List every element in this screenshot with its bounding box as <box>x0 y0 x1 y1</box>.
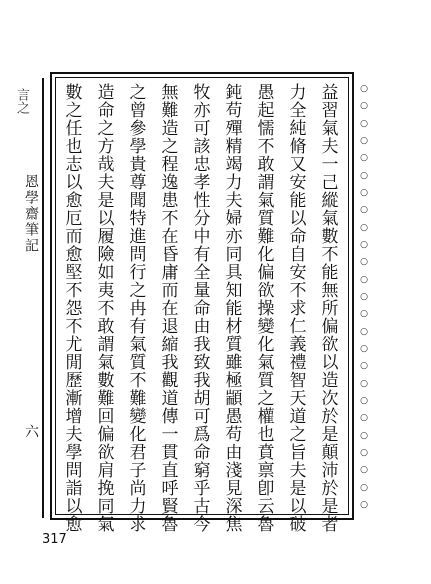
text-character: 賢 <box>161 497 179 517</box>
text-character: 學 <box>129 137 147 157</box>
text-character: 古 <box>193 497 211 517</box>
text-character: 回 <box>97 407 115 427</box>
text-character: 學 <box>65 443 83 463</box>
punctuation-circle-icon: ○ <box>360 170 368 181</box>
text-character: 安 <box>289 173 307 193</box>
text-character: 欲 <box>321 335 339 355</box>
text-character: 禮 <box>289 353 307 373</box>
text-character: 愈 <box>65 191 83 211</box>
punctuation-circle-icon: ○ <box>360 326 368 337</box>
text-character: 氣 <box>321 209 339 229</box>
punctuation-circle-icon: ○ <box>360 447 368 458</box>
text-character: 能 <box>289 191 307 211</box>
text-character: 變 <box>257 317 275 337</box>
punctuation-circle-icon: ○ <box>360 118 368 129</box>
text-character: 退 <box>161 317 179 337</box>
text-character: 氣 <box>97 353 115 373</box>
text-character: 極 <box>225 371 243 391</box>
text-character: 我 <box>193 371 211 391</box>
text-character: 肩 <box>97 461 115 481</box>
text-character: 材 <box>225 317 243 337</box>
text-character: 堅 <box>65 263 83 283</box>
text-character: 敢 <box>97 317 115 337</box>
text-character: 難 <box>161 101 179 121</box>
margin-note-text: 言之 <box>14 88 29 114</box>
text-character: 偏 <box>321 317 339 337</box>
punctuation-circle-icon: ○ <box>360 291 368 302</box>
text-character: 是 <box>97 191 115 211</box>
text-character: 能 <box>225 299 243 319</box>
text-character: 方 <box>97 137 115 157</box>
text-character: 具 <box>225 263 243 283</box>
text-character: 昏 <box>161 245 179 265</box>
text-character: 觀 <box>161 371 179 391</box>
text-columns <box>62 83 342 535</box>
text-character: 欲 <box>257 281 275 301</box>
text-character: 懦 <box>257 119 275 139</box>
text-character: 全 <box>289 101 307 121</box>
text-character: 以 <box>289 209 307 229</box>
text-character: 窮 <box>193 461 211 481</box>
text-character: 歷 <box>65 371 83 391</box>
punctuation-circle-icon: ○ <box>360 378 368 389</box>
text-character: 精 <box>225 137 243 157</box>
text-character: 患 <box>161 191 179 211</box>
punctuation-circle-icon: ○ <box>360 274 368 285</box>
text-character: 我 <box>193 335 211 355</box>
text-character: 之 <box>65 101 83 121</box>
text-character: 量 <box>193 281 211 301</box>
text-character: 是 <box>289 479 307 499</box>
punctuation-circle-icon: ○ <box>360 465 368 476</box>
page-number: 317 <box>42 532 67 547</box>
text-character: 履 <box>97 227 115 247</box>
text-character: 氣 <box>257 191 275 211</box>
text-character: 同 <box>97 497 115 517</box>
text-character: 魯 <box>257 515 275 535</box>
text-character: 苟 <box>225 101 243 121</box>
text-character: 無 <box>321 281 339 301</box>
text-character: 挽 <box>97 479 115 499</box>
text-character: 之 <box>97 119 115 139</box>
text-character: 之 <box>289 425 307 445</box>
text-character: 而 <box>161 281 179 301</box>
text-column <box>62 83 86 535</box>
text-character: 可 <box>193 119 211 139</box>
text-character: 者 <box>321 515 339 535</box>
text-character: 難 <box>257 227 275 247</box>
text-character: 仁 <box>289 317 307 337</box>
text-character: 怨 <box>65 299 83 319</box>
text-character: 顛 <box>321 443 339 463</box>
text-character: 造 <box>161 119 179 139</box>
text-character: 不 <box>65 317 83 337</box>
text-character: 婦 <box>225 209 243 229</box>
text-character: 謂 <box>97 335 115 355</box>
text-character: 如 <box>97 263 115 283</box>
text-character: 化 <box>129 425 147 445</box>
text-character: 有 <box>129 317 147 337</box>
text-character: 之 <box>161 137 179 157</box>
text-character: 亦 <box>193 101 211 121</box>
punctuation-circle-icon: ○ <box>360 361 368 372</box>
text-character: 是 <box>321 425 339 445</box>
text-character: 直 <box>161 461 179 481</box>
text-character: 化 <box>257 245 275 265</box>
text-character: 魯 <box>161 515 179 535</box>
punctuation-circle-icon: ○ <box>360 499 368 510</box>
text-character: 厄 <box>65 209 83 229</box>
text-character: 氣 <box>257 353 275 373</box>
text-character: 也 <box>257 425 275 445</box>
text-character: 禀 <box>257 461 275 481</box>
text-character: 以 <box>321 353 339 373</box>
text-character: 詣 <box>65 479 83 499</box>
punctuation-circle-icon: ○ <box>360 222 368 233</box>
text-character: 難 <box>129 389 147 409</box>
text-character: 賁 <box>257 443 275 463</box>
text-character: 起 <box>257 101 275 121</box>
text-character: 哉 <box>97 155 115 175</box>
text-character: 氣 <box>97 515 115 535</box>
text-character: 造 <box>97 83 115 103</box>
text-character: 閒 <box>65 353 83 373</box>
text-character: 是 <box>321 497 339 517</box>
text-character: 特 <box>129 209 147 229</box>
text-character: 質 <box>225 335 243 355</box>
punctuation-circle-icon: ○ <box>360 430 368 441</box>
text-character: 以 <box>65 173 83 193</box>
text-column <box>158 83 182 535</box>
punctuation-circle-icon: ○ <box>360 135 368 146</box>
text-character: 牧 <box>193 83 211 103</box>
punctuation-circle-icon: ○ <box>360 343 368 354</box>
text-character: 於 <box>321 407 339 427</box>
text-character: 愚 <box>257 83 275 103</box>
text-character: 今 <box>193 515 211 535</box>
text-column <box>318 83 342 535</box>
text-character: 全 <box>193 263 211 283</box>
text-character: 夫 <box>225 191 243 211</box>
text-character: 數 <box>65 83 83 103</box>
text-character: 愚 <box>225 407 243 427</box>
binding-margin-line <box>42 78 44 518</box>
text-character: 致 <box>193 353 211 373</box>
text-character: 之 <box>257 389 275 409</box>
text-character: 權 <box>257 407 275 427</box>
text-character: 夫 <box>65 425 83 445</box>
text-character: 雖 <box>225 353 243 373</box>
text-character: 孝 <box>193 173 211 193</box>
text-character: 也 <box>65 137 83 157</box>
text-character: 我 <box>161 353 179 373</box>
text-character: 聞 <box>129 191 147 211</box>
text-character: 苟 <box>225 425 243 445</box>
text-column <box>222 83 246 535</box>
text-character: 忠 <box>193 155 211 175</box>
text-character: 參 <box>129 119 147 139</box>
text-column <box>254 83 278 535</box>
text-character: 竭 <box>225 155 243 175</box>
text-character: 冉 <box>129 299 147 319</box>
text-character: 義 <box>289 335 307 355</box>
punctuation-circle-icon: ○ <box>360 309 368 320</box>
text-character: 操 <box>257 299 275 319</box>
text-character: 破 <box>289 515 307 535</box>
text-character: 一 <box>321 155 339 175</box>
text-character: 己 <box>321 173 339 193</box>
text-character: 氣 <box>321 119 339 139</box>
text-character: 顓 <box>225 389 243 409</box>
text-character: 逸 <box>161 173 179 193</box>
punctuation-circle-icon: ○ <box>360 413 368 424</box>
text-character: 安 <box>289 263 307 283</box>
text-character: 由 <box>193 317 211 337</box>
text-character: 求 <box>289 299 307 319</box>
text-character: 偏 <box>257 263 275 283</box>
text-character: 命 <box>193 299 211 319</box>
text-character: 庸 <box>161 263 179 283</box>
text-character: 智 <box>289 371 307 391</box>
text-character: 自 <box>289 245 307 265</box>
text-character: 次 <box>321 389 339 409</box>
text-character: 夷 <box>97 281 115 301</box>
text-column <box>190 83 214 535</box>
text-character: 能 <box>321 263 339 283</box>
text-character: 化 <box>257 335 275 355</box>
text-character: 不 <box>65 281 83 301</box>
text-character: 不 <box>321 245 339 265</box>
text-character: 行 <box>129 263 147 283</box>
text-character: 之 <box>129 281 147 301</box>
text-character: 道 <box>289 407 307 427</box>
text-character: 命 <box>97 101 115 121</box>
punctuation-circle-icon: ○ <box>360 257 368 268</box>
text-character: 胡 <box>193 389 211 409</box>
text-character: 偏 <box>97 425 115 445</box>
text-character: 習 <box>321 101 339 121</box>
text-character: 乎 <box>193 479 211 499</box>
text-character: 之 <box>129 83 147 103</box>
text-character: 命 <box>193 443 211 463</box>
text-character: 愈 <box>65 515 83 535</box>
text-character: 呼 <box>161 479 179 499</box>
text-character: 數 <box>321 227 339 247</box>
text-character: 一 <box>161 425 179 445</box>
text-character: 所 <box>321 299 339 319</box>
text-character: 不 <box>289 281 307 301</box>
text-character: 求 <box>129 515 147 535</box>
text-character: 欲 <box>97 443 115 463</box>
text-character: 命 <box>289 227 307 247</box>
text-character: 淺 <box>225 461 243 481</box>
text-character: 任 <box>65 119 83 139</box>
text-character: 謂 <box>257 173 275 193</box>
column-punctuation-marks <box>358 84 370 510</box>
text-column <box>94 83 118 535</box>
text-character: 道 <box>161 389 179 409</box>
punctuation-circle-icon: ○ <box>360 482 368 493</box>
text-column <box>286 83 310 535</box>
text-character: 旨 <box>289 443 307 463</box>
punctuation-circle-icon: ○ <box>360 84 368 94</box>
punctuation-circle-icon: ○ <box>360 153 368 164</box>
text-character: 沛 <box>321 461 339 481</box>
text-character: 險 <box>97 245 115 265</box>
text-character: 君 <box>129 443 147 463</box>
text-character: 問 <box>129 245 147 265</box>
text-character: 同 <box>225 245 243 265</box>
text-character: 不 <box>97 299 115 319</box>
text-character: 鈍 <box>225 83 243 103</box>
text-character: 增 <box>65 407 83 427</box>
text-character: 愈 <box>65 245 83 265</box>
text-character: 夫 <box>289 461 307 481</box>
text-character: 曾 <box>129 101 147 121</box>
text-character: 純 <box>289 119 307 139</box>
text-character: 力 <box>289 83 307 103</box>
text-character: 該 <box>193 137 211 157</box>
text-character: 無 <box>161 83 179 103</box>
text-character: 尤 <box>65 335 83 355</box>
text-character: 以 <box>65 497 83 517</box>
margin-title: 恩學齋筆記 <box>23 174 39 254</box>
punctuation-circle-icon: ○ <box>360 101 368 112</box>
text-character: 有 <box>193 245 211 265</box>
punctuation-circle-icon: ○ <box>360 187 368 198</box>
text-character: 云 <box>257 497 275 517</box>
text-character: 質 <box>257 209 275 229</box>
text-character: 數 <box>97 371 115 391</box>
text-character: 進 <box>129 227 147 247</box>
text-character: 不 <box>161 209 179 229</box>
margin-page-marker: 六 <box>23 424 39 438</box>
punctuation-circle-icon: ○ <box>360 395 368 406</box>
text-character: 在 <box>161 299 179 319</box>
text-character: 夫 <box>97 173 115 193</box>
punctuation-circle-icon: ○ <box>360 239 368 250</box>
text-character: 焦 <box>225 515 243 535</box>
text-character: 亦 <box>225 227 243 247</box>
text-character: 不 <box>257 137 275 157</box>
text-character: 尚 <box>129 479 147 499</box>
text-character: 不 <box>129 371 147 391</box>
text-character: 氣 <box>129 335 147 355</box>
text-character: 知 <box>225 281 243 301</box>
text-character: 殫 <box>225 119 243 139</box>
text-character: 益 <box>321 83 339 103</box>
text-character: 質 <box>129 353 147 373</box>
binding-margin <box>20 84 42 504</box>
text-character: 在 <box>161 227 179 247</box>
text-character: 縱 <box>321 191 339 211</box>
text-character: 子 <box>129 461 147 481</box>
text-character: 縮 <box>161 335 179 355</box>
text-character: 脩 <box>289 137 307 157</box>
text-character: 又 <box>289 155 307 175</box>
text-column <box>126 83 150 535</box>
text-character: 可 <box>193 407 211 427</box>
text-character: 漸 <box>65 389 83 409</box>
text-character: 由 <box>225 443 243 463</box>
text-character: 於 <box>321 479 339 499</box>
text-character: 以 <box>97 209 115 229</box>
text-character: 貴 <box>129 155 147 175</box>
text-character: 變 <box>129 407 147 427</box>
text-character: 分 <box>193 209 211 229</box>
text-character: 敢 <box>257 155 275 175</box>
text-character: 問 <box>65 461 83 481</box>
text-character: 志 <box>65 155 83 175</box>
punctuation-circle-icon: ○ <box>360 205 368 216</box>
text-character: 見 <box>225 479 243 499</box>
text-character: 傳 <box>161 407 179 427</box>
text-character: 尊 <box>129 173 147 193</box>
text-character: 中 <box>193 227 211 247</box>
text-character: 貫 <box>161 443 179 463</box>
text-character: 造 <box>321 371 339 391</box>
text-character: 以 <box>289 497 307 517</box>
text-character: 而 <box>65 227 83 247</box>
text-character: 質 <box>257 371 275 391</box>
text-character: 天 <box>289 389 307 409</box>
text-character: 性 <box>193 191 211 211</box>
text-character: 深 <box>225 497 243 517</box>
text-character: 難 <box>97 389 115 409</box>
text-character: 卽 <box>257 479 275 499</box>
text-character: 程 <box>161 155 179 175</box>
text-character: 爲 <box>193 425 211 445</box>
text-character: 力 <box>129 497 147 517</box>
text-character: 夫 <box>321 137 339 157</box>
text-character: 力 <box>225 173 243 193</box>
